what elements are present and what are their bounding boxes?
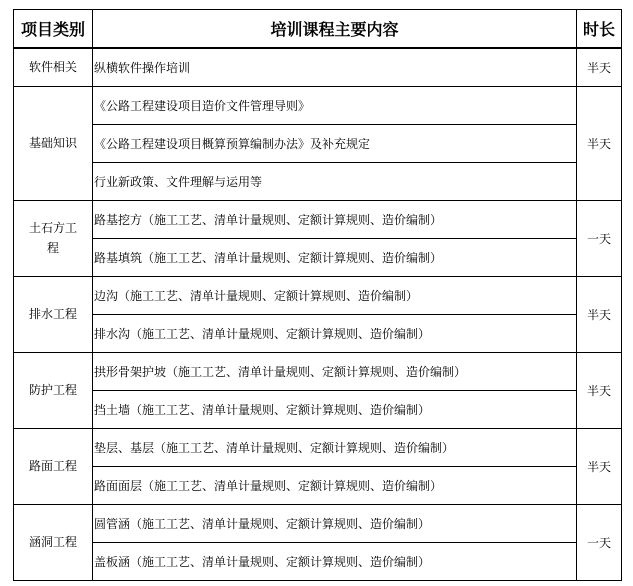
content-cell: 路基填筑（施工工艺、清单计量规则、定额计算规则、造价编制） — [93, 238, 577, 276]
content-cell: 纵横软件操作培训 — [93, 48, 577, 86]
table-row — [14, 238, 622, 276]
content-cell: 路基挖方（施工工艺、清单计量规则、定额计算规则、造价编制） — [93, 200, 577, 238]
table-row — [14, 86, 622, 124]
training-course-table — [13, 9, 622, 581]
duration-cell: 半天 — [577, 86, 622, 200]
category-cell: 基础知识 — [14, 86, 93, 200]
table-row — [14, 48, 622, 86]
table-row — [14, 428, 622, 466]
content-cell: 《公路工程建设项目造价文件管理导则》 — [93, 86, 577, 124]
content-cell: 挡土墙（施工工艺、清单计量规则、定额计算规则、造价编制） — [93, 390, 577, 428]
content-cell: 边沟（施工工艺、清单计量规则、定额计算规则、造价编制） — [93, 276, 577, 314]
table-row — [14, 504, 622, 542]
table-row — [14, 352, 622, 390]
content-cell: 《公路工程建设项目概算预算编制办法》及补充规定 — [93, 124, 577, 162]
content-cell: 路面面层（施工工艺、清单计量规则、定额计算规则、造价编制） — [93, 466, 577, 504]
table-row — [14, 466, 622, 504]
duration-cell: 一天 — [577, 200, 622, 276]
header-content: 培训课程主要内容 — [93, 10, 577, 49]
content-cell: 垫层、基层（施工工艺、清单计量规则、定额计算规则、造价编制） — [93, 428, 577, 466]
category-cell: 软件相关 — [14, 48, 93, 86]
duration-cell: 半天 — [577, 428, 622, 504]
table-row — [14, 390, 622, 428]
table-row — [14, 276, 622, 314]
duration-cell: 一天 — [577, 504, 622, 580]
table-row — [14, 314, 622, 352]
content-cell: 圆管涵（施工工艺、清单计量规则、定额计算规则、造价编制） — [93, 504, 577, 542]
table-row — [14, 124, 622, 162]
category-cell: 涵洞工程 — [14, 504, 93, 580]
content-cell: 排水沟（施工工艺、清单计量规则、定额计算规则、造价编制） — [93, 314, 577, 352]
header-duration: 时长 — [577, 10, 622, 49]
category-cell: 排水工程 — [14, 276, 93, 352]
table-row — [14, 542, 622, 580]
table-row — [14, 200, 622, 238]
content-cell: 盖板涵（施工工艺、清单计量规则、定额计算规则、造价编制） — [93, 542, 577, 580]
table-row — [14, 162, 622, 200]
category-cell: 土石方工程 — [14, 200, 93, 276]
header-row — [14, 10, 622, 49]
duration-cell: 半天 — [577, 276, 622, 352]
category-cell: 路面工程 — [14, 428, 93, 504]
category-cell: 防护工程 — [14, 352, 93, 428]
header-category: 项目类别 — [14, 10, 93, 49]
content-cell: 拱形骨架护坡（施工工艺、清单计量规则、定额计算规则、造价编制） — [93, 352, 577, 390]
duration-cell: 半天 — [577, 352, 622, 428]
content-cell: 行业新政策、文件理解与运用等 — [93, 162, 577, 200]
duration-cell: 半天 — [577, 48, 622, 86]
